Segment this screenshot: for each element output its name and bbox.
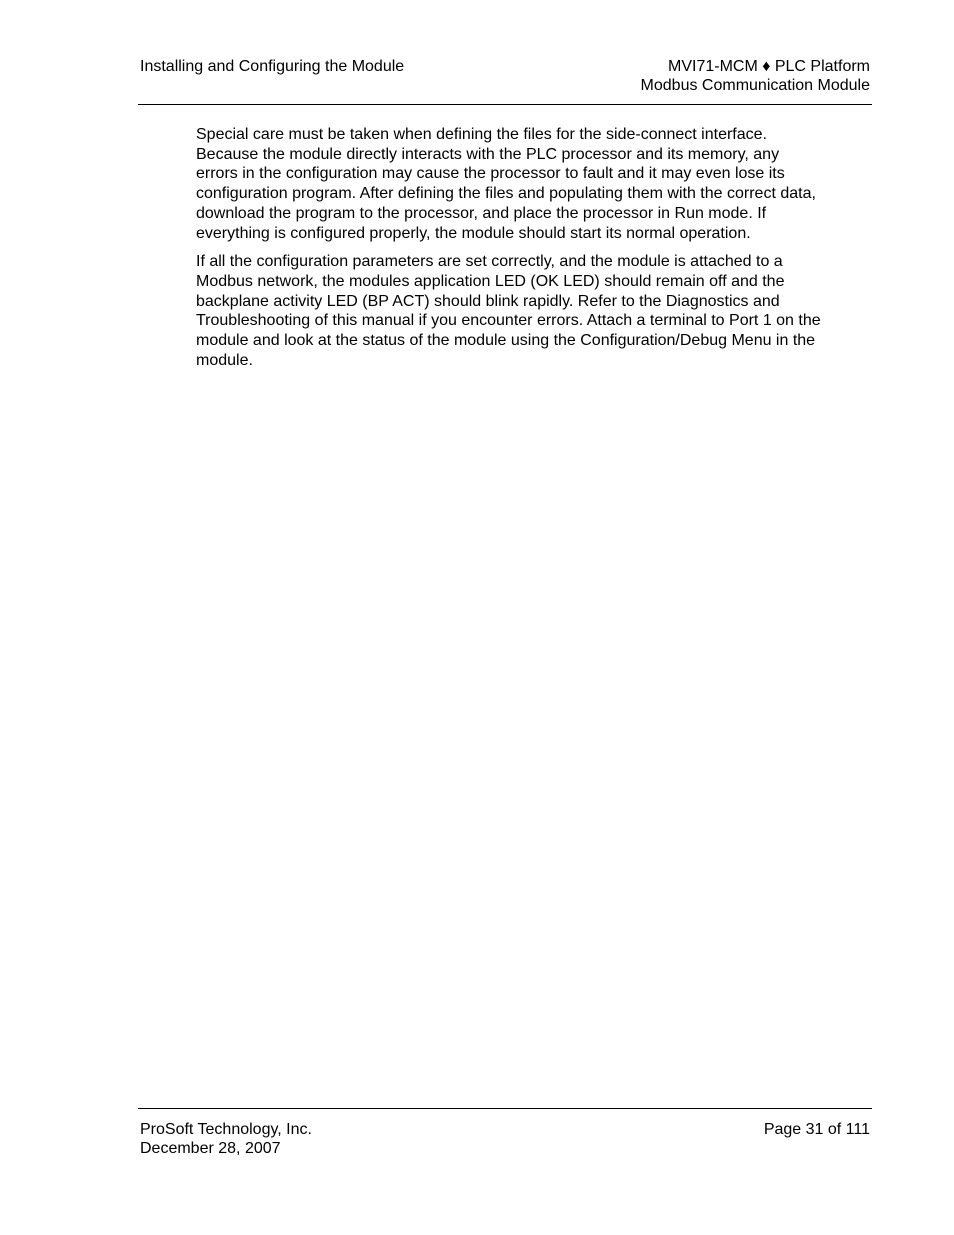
footer-publisher-info <box>140 1120 312 1158</box>
header-product-line: MVI71-MCM ♦ PLC Platform <box>668 58 870 75</box>
body-content <box>196 125 821 379</box>
footer-page-number: Page 31 of 111 <box>763 1121 870 1138</box>
body-paragraph: If all the configuration parameters are set correctly, and the module is attached to a Modbus network, the modules application LED (OK LED) should remain off and the backplane activity LED (BP ACT) should blink rapidly. Refer to the Diagnostics and Troubleshooting of this manual if you encounter errors. Attach a terminal to Port 1 on the module and look at the status of the module using the Configuration/Debug Menu in the module. <box>196 253 821 369</box>
header-product-name: Modbus Communication Module <box>640 77 870 94</box>
header-divider <box>138 104 872 105</box>
body-paragraph: Special care must be taken when defining the files for the side-connect interface. Because the module directly interacts with the PLC processor and its memory, any errors in the configuration may cause the processor to fault and it may even lose its configuration program. After defining the files and populating them with the correct data, download the program to the processor, and place the processor in Run mode. If everything is configured properly, the module should start its normal operation. <box>196 126 816 242</box>
header-section-title: Installing and Configuring the Module <box>140 58 405 75</box>
footer-company: ProSoft Technology, Inc. <box>140 1121 312 1138</box>
footer-date: December 28, 2007 <box>140 1140 281 1157</box>
header-product-info <box>641 57 870 95</box>
footer-divider <box>138 1108 872 1109</box>
